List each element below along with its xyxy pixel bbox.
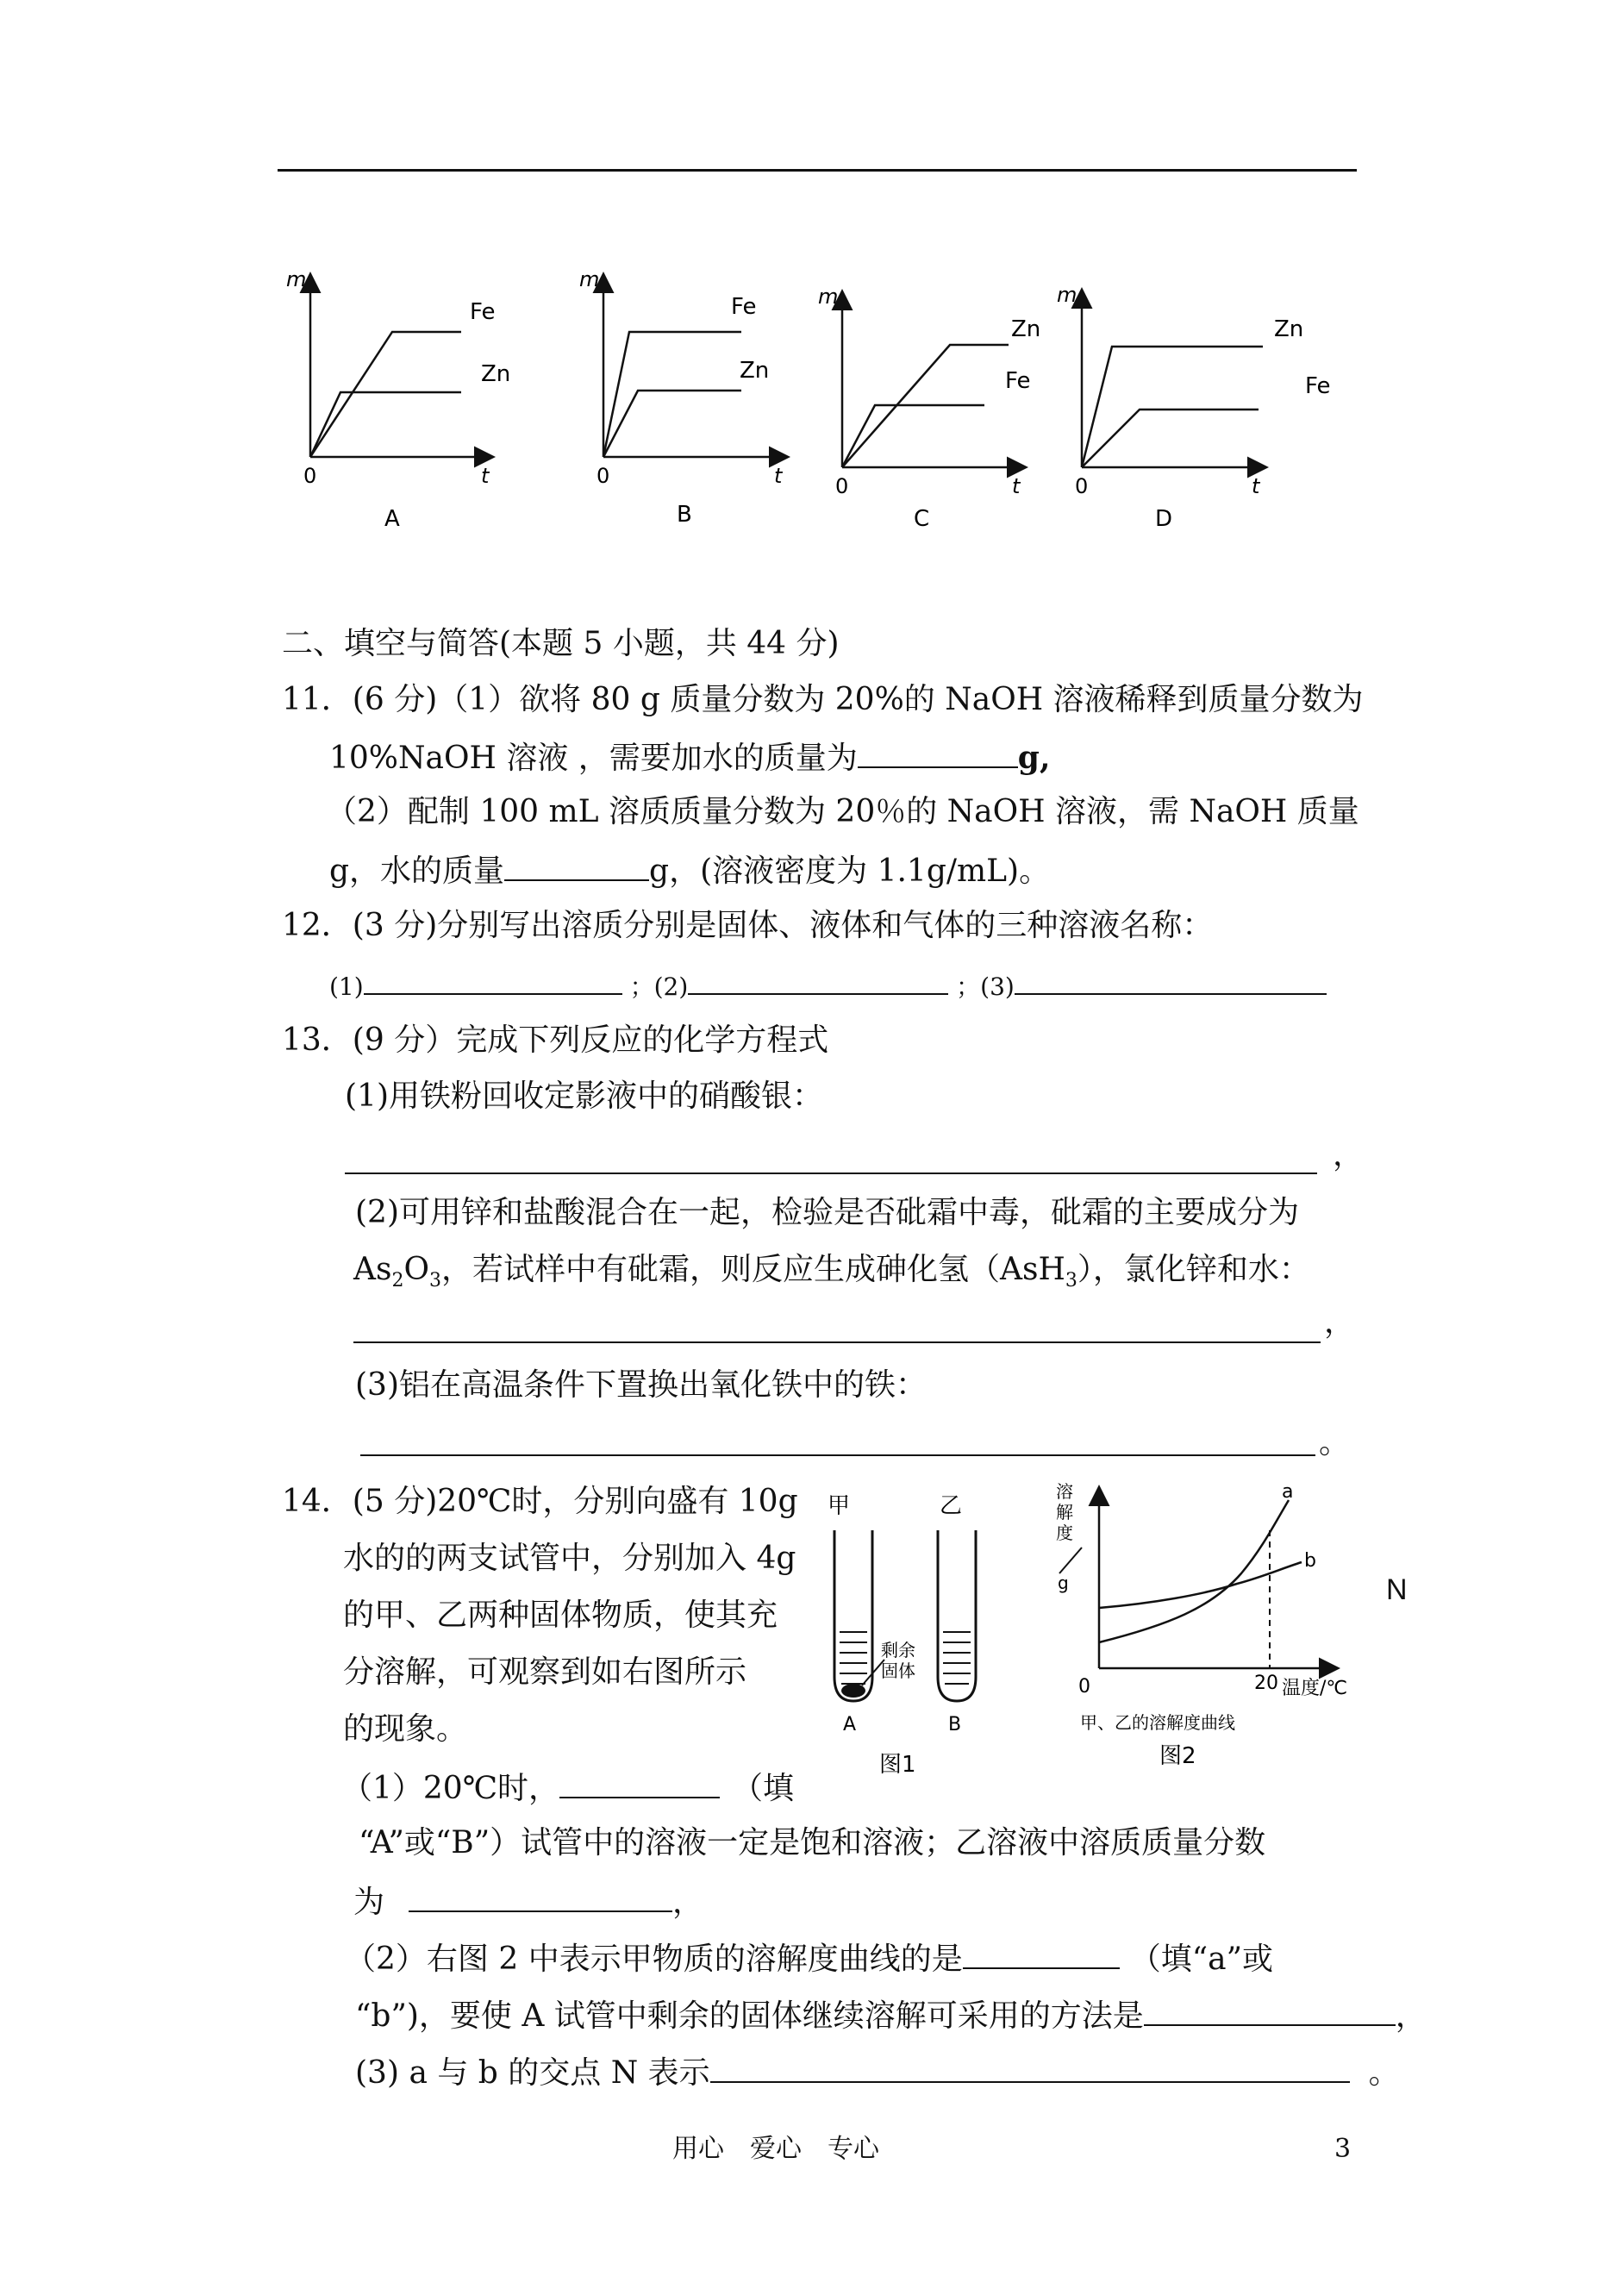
q13-formula-as2o3: $As_2O_3$: [353, 1252, 441, 1292]
fig2-caption: 图2: [1159, 1743, 1196, 1769]
graph-a-x-axis: t: [481, 464, 490, 488]
q11-line-2-unit: g,: [1017, 740, 1051, 776]
graph-b-x-axis: t: [774, 464, 783, 488]
graph-b-y-axis: m: [579, 267, 600, 291]
graph-c-origin: 0: [835, 474, 849, 498]
fig2-origin: 0: [1078, 1676, 1090, 1698]
q13-line-4-text: ，若试样中有砒霜，则反应生成砷化氢（AsH: [441, 1252, 1065, 1287]
fig2-curve-b-label: b: [1304, 1550, 1316, 1572]
q14-line-8-text: 为: [353, 1885, 385, 1920]
q11-answer-blank-1[interactable]: [858, 737, 1018, 768]
graph-b-letter: B: [677, 502, 692, 528]
q14-line-5: 的现象。: [343, 1711, 468, 1747]
q11-answer-blank-2[interactable]: [504, 850, 649, 881]
fig1-label-yi: 乙: [940, 1493, 963, 1519]
footer-motto: 用心 爱心 专心: [672, 2134, 879, 2164]
graph-c-upper-label: Zn: [1011, 316, 1041, 342]
fig2-curve-a-label: a: [1282, 1481, 1294, 1503]
q11-line-4-text: g，水的质量: [329, 854, 505, 889]
q12-answer-line: [329, 969, 1327, 1002]
q11-line-2: [329, 737, 1051, 778]
q13-comma-1: ，: [1333, 1137, 1365, 1173]
curve-a: [1099, 1500, 1289, 1642]
fig2-y-label-2: 解: [1056, 1502, 1073, 1523]
q14-line-11: [355, 2052, 1400, 2092]
graph-d: [1057, 283, 1331, 532]
q12-answer-blank-3[interactable]: [1015, 969, 1327, 995]
graph-a-y-axis: m: [286, 267, 307, 291]
q13-line-3: (2)可用锌和盐酸混合在一起，检验是否砒霜中毒，砒霜的主要成分为: [355, 1195, 1299, 1230]
fig2-x-label: 温度/℃: [1282, 1678, 1348, 1699]
q14-line-3: 的甲、乙两种固体物质，使其充: [343, 1598, 778, 1633]
q11-line-3: （2）配制 100 mL 溶质质量分数为 20％的 NaOH 溶液，需 NaOH 质量: [326, 794, 1359, 829]
q11-line-4-tail: g，(溶液密度为 1.1g/mL)。: [649, 854, 1051, 889]
graph-c-y-axis: m: [818, 285, 839, 309]
fig1-residue-1: 剩余: [881, 1640, 915, 1660]
q11-line-4: [329, 850, 1050, 891]
graph-c-lower-label: Fe: [1005, 368, 1031, 394]
q13-line-2: (1)用铁粉回收定影液中的硝酸银：: [345, 1079, 823, 1114]
q14-line-7: “A”或“B”）试管中的溶液一定是饱和溶液；乙溶液中溶质质量分数: [359, 1825, 1266, 1860]
graph-a-origin: 0: [303, 464, 317, 488]
graph-d-x-axis: t: [1252, 474, 1260, 498]
q12-prefix-3: ；(3): [956, 972, 1015, 1001]
graph-c-letter: C: [914, 506, 930, 532]
graph-a-lower-label: Zn: [481, 361, 511, 387]
tube-a: [834, 1530, 872, 1701]
graph-a: [286, 267, 510, 532]
section-2-title: 二、填空与简答(本题 5 小题，共 44 分): [282, 626, 840, 661]
q12-prefix-2: ；(2): [629, 972, 689, 1001]
q14-line-6-tail: （填: [732, 1771, 795, 1806]
q14-line-2: 水的的两支试管中，分别加入 4g: [343, 1541, 796, 1576]
graph-d-upper-label: Zn: [1274, 316, 1304, 342]
q11-line-2-text: 10%NaOH 溶液 ，需要加水的质量为: [329, 741, 858, 776]
fig1-label-jia: 甲: [828, 1493, 851, 1519]
q13-answer-line-3[interactable]: [360, 1454, 1315, 1456]
q14-line-9-tail: （填“a”或: [1129, 1942, 1273, 1977]
q13-answer-line-2[interactable]: [353, 1341, 1321, 1343]
q14-line-8-tail: ，: [672, 1885, 704, 1920]
fig1-tube-b-label: B: [948, 1714, 962, 1735]
q12-prefix-1: (1): [329, 972, 364, 1001]
intersection-n-label: N: [1386, 1573, 1408, 1606]
q12-line-1: 12．(3 分)分别写出溶质分别是固体、液体和气体的三种溶液名称：: [282, 908, 1214, 943]
fig2-y-label-4: g: [1058, 1573, 1069, 1593]
graph-b-origin: 0: [597, 464, 610, 488]
q14-line-11-tail: 。: [1368, 2055, 1400, 2091]
q14-answer-blank-4[interactable]: [1144, 1995, 1396, 2026]
graph-b-upper-label: Fe: [731, 294, 757, 320]
graph-c: [818, 285, 1040, 532]
q14-answer-blank-2[interactable]: [409, 1881, 672, 1912]
q14-line-6: [341, 1767, 794, 1808]
graph-c-x-axis: t: [1012, 474, 1021, 498]
q14-line-6-text: （1）20℃时，: [341, 1771, 559, 1806]
q12-answer-blank-1[interactable]: [364, 969, 622, 995]
q14-line-10: [355, 1995, 1427, 2035]
q14-line-9-text: （2）右图 2 中表示甲物质的溶解度曲线的是: [345, 1942, 963, 1977]
header-rule: [278, 169, 1357, 172]
q13-answer-line-1[interactable]: [345, 1173, 1317, 1174]
q14-line-8: [353, 1881, 703, 1922]
fig2-x-20: 20: [1254, 1673, 1278, 1694]
curve-b: [1099, 1562, 1302, 1608]
graph-a-letter: A: [384, 506, 400, 532]
q14-line-9: [345, 1938, 1273, 1979]
page-number: 3: [1334, 2134, 1352, 2164]
q13-subscript-3: 3: [1065, 1270, 1077, 1292]
q11-line-1: 11．(6 分)（1）欲将 80 g 质量分数为 20%的 NaOH 溶液稀释到质量分数为: [282, 682, 1364, 717]
graph-d-lower-label: Fe: [1305, 373, 1331, 399]
fig1-residue-2: 固体: [881, 1660, 915, 1681]
graph-a-upper-label: Fe: [470, 299, 496, 325]
q14-answer-blank-5[interactable]: [710, 2052, 1350, 2083]
fig2-subtitle: 甲、乙的溶解度曲线: [1080, 1712, 1235, 1733]
q14-line-10-text: “b”)，要使 A 试管中剩余的固体继续溶解可采用的方法是: [355, 1998, 1144, 2034]
q12-answer-blank-2[interactable]: [688, 969, 948, 995]
graph-d-y-axis: m: [1057, 283, 1077, 307]
q13-line-4: [353, 1251, 1310, 1300]
fig2-y-label-3: 度: [1056, 1523, 1073, 1543]
fig2-y-label-1: 溶: [1056, 1481, 1073, 1502]
q14-line-1: 14．(5 分)20℃时，分别向盛有 10g: [282, 1484, 798, 1519]
q14-answer-blank-3[interactable]: [963, 1938, 1120, 1969]
graph-b: [579, 267, 786, 528]
fig1-caption: 图1: [879, 1752, 916, 1778]
figure-1-test-tubes: [802, 1487, 1017, 1780]
q13-period: 。: [1319, 1425, 1351, 1460]
graph-d-letter: D: [1155, 506, 1173, 532]
q13-comma-2: ，: [1324, 1304, 1356, 1340]
graph-b-lower-label: Zn: [740, 358, 770, 384]
q14-line-11-text: (3) a 与 b 的交点 N 表示: [355, 2055, 710, 2091]
q13-line-5: (3)铝在高温条件下置换出氧化铁中的铁：: [355, 1367, 927, 1403]
q14-line-4: 分溶解，可观察到如右图所示: [343, 1654, 747, 1690]
q14-answer-blank-1[interactable]: [559, 1767, 720, 1798]
graphs-figure: [259, 250, 1379, 560]
figure-2-solubility-curves: [1056, 1479, 1401, 1789]
q14-line-10-tail: ，: [1395, 1998, 1427, 2034]
graph-d-origin: 0: [1075, 474, 1089, 498]
q13-line-4-tail: ），氯化锌和水：: [1077, 1252, 1310, 1287]
fig1-tube-a-label: A: [843, 1714, 857, 1735]
q13-line-1: 13．(9 分）完成下列反应的化学方程式: [282, 1022, 829, 1058]
tube-b: [938, 1530, 976, 1701]
